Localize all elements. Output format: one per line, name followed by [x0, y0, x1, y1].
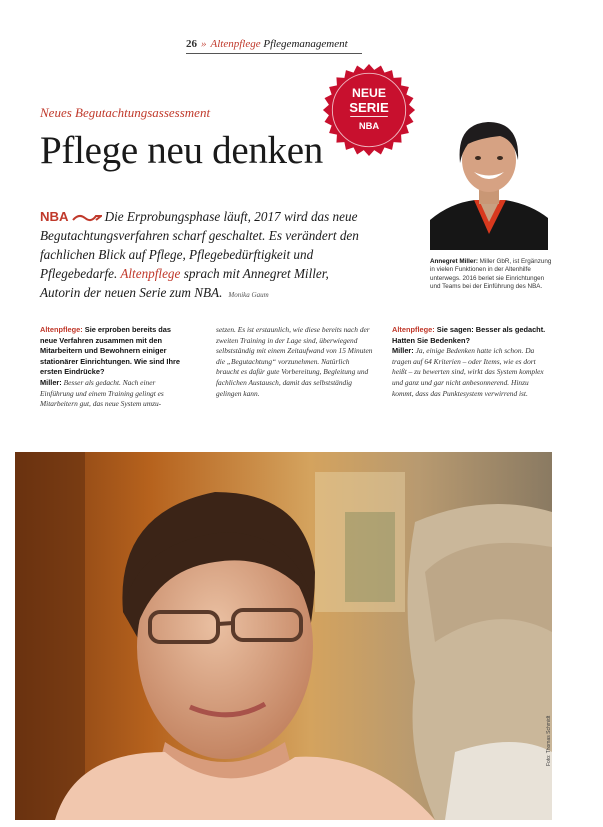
- swoosh-icon: [72, 213, 102, 223]
- answer-2-label: Miller:: [392, 346, 414, 356]
- interview-photo: [15, 452, 552, 820]
- lead-paragraph: [40, 207, 370, 305]
- answer-1: [40, 378, 164, 408]
- header-rule: [186, 53, 362, 54]
- answer-1-continued: setzen. Es ist erstaunlich, wie diese bereits nach der zweiten Training in der Lage sind, überwiegend selbstständig mit einem Zeitaufwand von 15 Minuten die „Begutachtung“ vorzunehmen. Natürlich braucht es dafür gute Vorbereitung, Begleitung und fachlichen Austausch, damit das selbstständig gelingen kann.: [216, 325, 373, 398]
- lead-tag: NBA: [40, 209, 69, 224]
- question-2-text: Sie sagen: Besser als gedacht. Hatten Sie Bedenken?: [392, 325, 546, 345]
- column-2: [216, 325, 374, 399]
- answer-2: [392, 346, 544, 397]
- question-2: [392, 325, 545, 345]
- question-1-label: Altenpflege:: [40, 325, 83, 334]
- column-1: [40, 325, 190, 410]
- caption-name: Annegret Miller:: [430, 258, 478, 265]
- answer-1-label: Miller:: [40, 377, 62, 387]
- lead-magazine: Altenpflege: [120, 266, 181, 281]
- badge-line-1: NEUE: [352, 85, 386, 100]
- portrait-caption: [430, 258, 554, 292]
- answer-2-text: Ja, einige Bedenken hatte ich schon. Da tragen auf 64 Kriterien – oder Items, wie es dort heißt – zu bewerten sind, wirkt das System komplex und ganz und gar nicht anbesonnerend. Hinzu kommt, dass das Punktesystem verwirrend ist.: [392, 346, 544, 398]
- author-portrait: [430, 108, 548, 250]
- question-1-text: Sie erproben bereits das neue Verfahren zusammen mit den Mitarbeitern und Bewohnern einiger stationärer Einrichtungen. Wie sind Ihre ersten Eindrücke?: [40, 325, 180, 377]
- separator-icon: »: [201, 38, 207, 50]
- caption-text: Miller GbR, ist Ergänzung in vielen Funktionen in der Altenhilfe unterwegs. 2016 beriet sie Einrichtungen und Teams bei der Einführung des NBA.: [430, 258, 552, 291]
- column-3: [392, 325, 550, 399]
- section-name: Pflegemanagement: [263, 38, 348, 50]
- badge-line-2: SERIE: [349, 99, 389, 115]
- photo-credit: Foto: Thomas Schmidt: [546, 715, 552, 766]
- magazine-name: Altenpflege: [210, 38, 261, 50]
- answer-1-text: Besser als gedacht. Nach einer Einführung und einem Training gelingt es Mitarbeitern gut, das neue System umzu-: [40, 377, 164, 409]
- page-title: Pflege neu denken: [40, 129, 323, 172]
- new-series-badge: [322, 63, 416, 157]
- badge-line-3: NBA: [358, 119, 380, 131]
- author-name: Monika Gaum: [228, 291, 269, 299]
- lead-text-2: sprach mit Annegret Miller, Autorin der neuen Serie zum NBA.: [40, 266, 329, 300]
- running-header: [186, 38, 348, 50]
- question-1: [40, 325, 180, 376]
- page-number: 26: [186, 38, 197, 50]
- kicker: Neues Begutachtungsassessment: [40, 105, 211, 120]
- question-2-label: Altenpflege:: [392, 325, 435, 334]
- lead-text-1: Die Erprobungsphase läuft, 2017 wird das neue Begutachtungsverfahren scharf geschaltet. Es verändert den fachlichen Blick auf Pflege, Pflegebedürftigkeit und Pflegebedarfe.: [40, 209, 359, 281]
